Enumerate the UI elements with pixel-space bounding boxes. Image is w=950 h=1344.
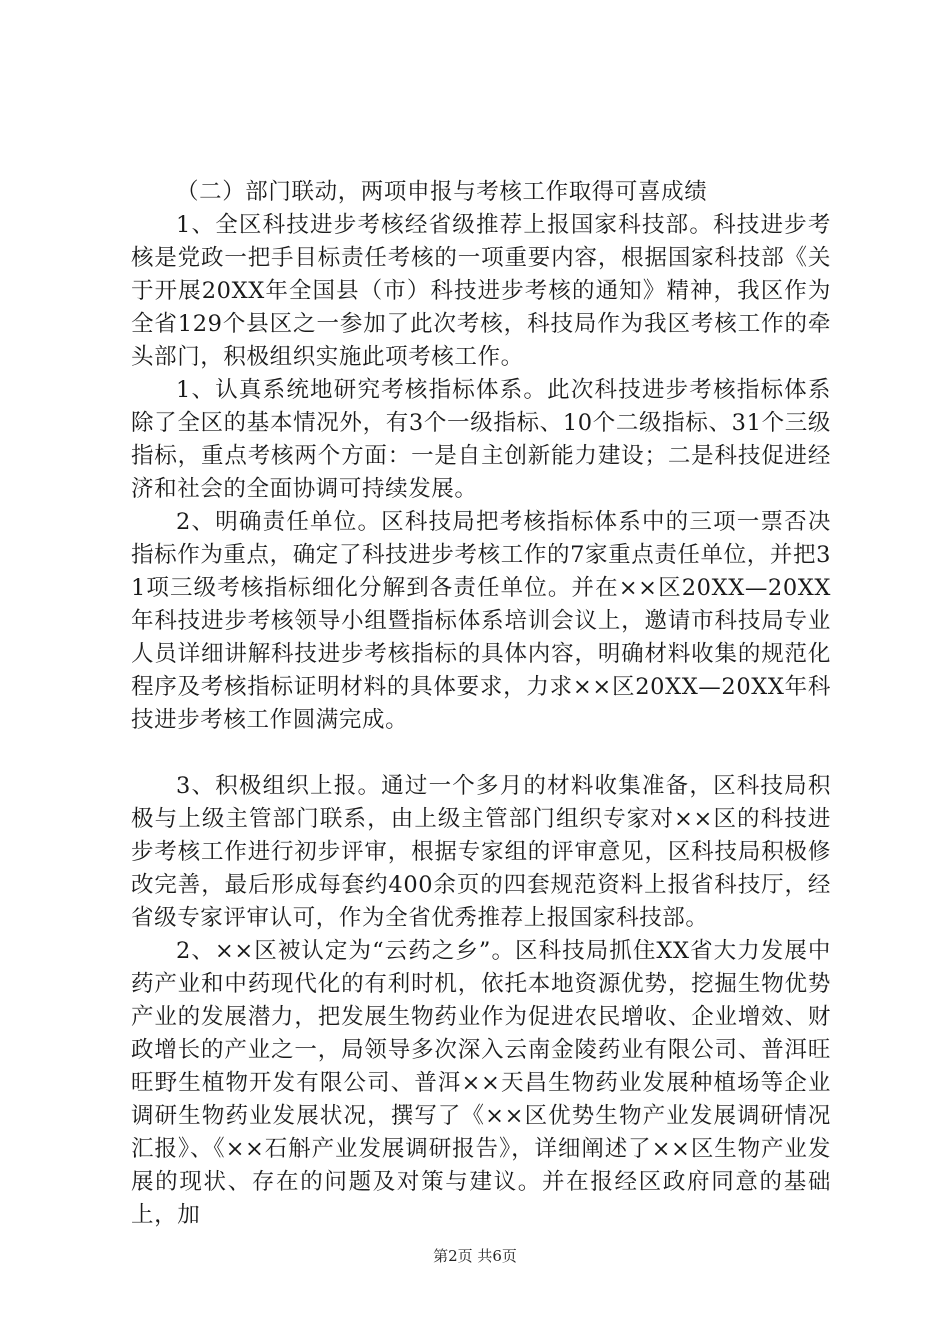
document-body	[131, 176, 831, 1232]
section-heading: （二）部门联动，两项申报与考核工作取得可喜成绩	[176, 179, 708, 205]
page-footer: 第2页 共6页	[433, 1247, 517, 1265]
paragraph-submit-report: 3、积极组织上报。通过一个多月的材料收集准备，区科技局积极与上级主管部门联系，由上级主管部门组织专家对××区的科技进步考核工作进行初步评审，根据专家组的评审意见，区科技局积极修改完善，最后形成每套约400余页的四套规范资料上报省科技厅，经省级专家评审认可，作为全省优秀推荐上报国家科技部。	[131, 773, 831, 931]
paragraph-responsible-units: 2、明确责任单位。区科技局把考核指标体系中的三项一票否决指标作为重点，确定了科技进步考核工作的7家重点责任单位，并把31项三级考核指标细化分解到各责任单位。并在××区20XX—20XX年科技进步考核领导小组暨指标体系培训会议上，邀请市科技局专业人员详细讲解科技进步考核指标的具体内容，明确材料收集的规范化程序及考核指标证明材料的具体要求，力求××区20XX—20XX年科技进步考核工作圆满完成。	[131, 509, 831, 733]
paragraph-tech-progress-assessment: 1、全区科技进步考核经省级推荐上报国家科技部。科技进步考核是党政一把手目标责任考核的一项重要内容，根据国家科技部《关于开展20XX年全国县（市）科技进步考核的通知》精神，我区作为全省129个县区之一参加了此次考核，科技局作为我区考核工作的牵头部门，积极组织实施此项考核工作。	[131, 212, 831, 370]
paragraph-yunyao-hometown: 2、××区被认定为“云药之乡”。区科技局抓住XX省大力发展中药产业和中药现代化的有利时机，依托本地资源优势，挖掘生物优势产业的发展潜力，把发展生物药业作为促进农民增收、企业增效、财政增长的产业之一，局领导多次深入云南金陵药业有限公司、普洱旺旺野生植物开发有限公司、普洱××天昌生物药业发展种植场等企业调研生物药业发展状况，撰写了《××区优势生物产业发展调研情况汇报》、《××石斛产业发展调研报告》，详细阐述了××区生物产业发展的现状、存在的问题及对策与建议。并在报经区政府同意的基础上，加	[131, 938, 831, 1228]
blank-line	[131, 737, 831, 770]
paragraph-study-indicators: 1、认真系统地研究考核指标体系。此次科技进步考核指标体系除了全区的基本情况外，有3个一级指标、10个二级指标、31个三级指标，重点考核两个方面：一是自主创新能力建设；二是科技促进经济和社会的全面协调可持续发展。	[131, 377, 831, 502]
